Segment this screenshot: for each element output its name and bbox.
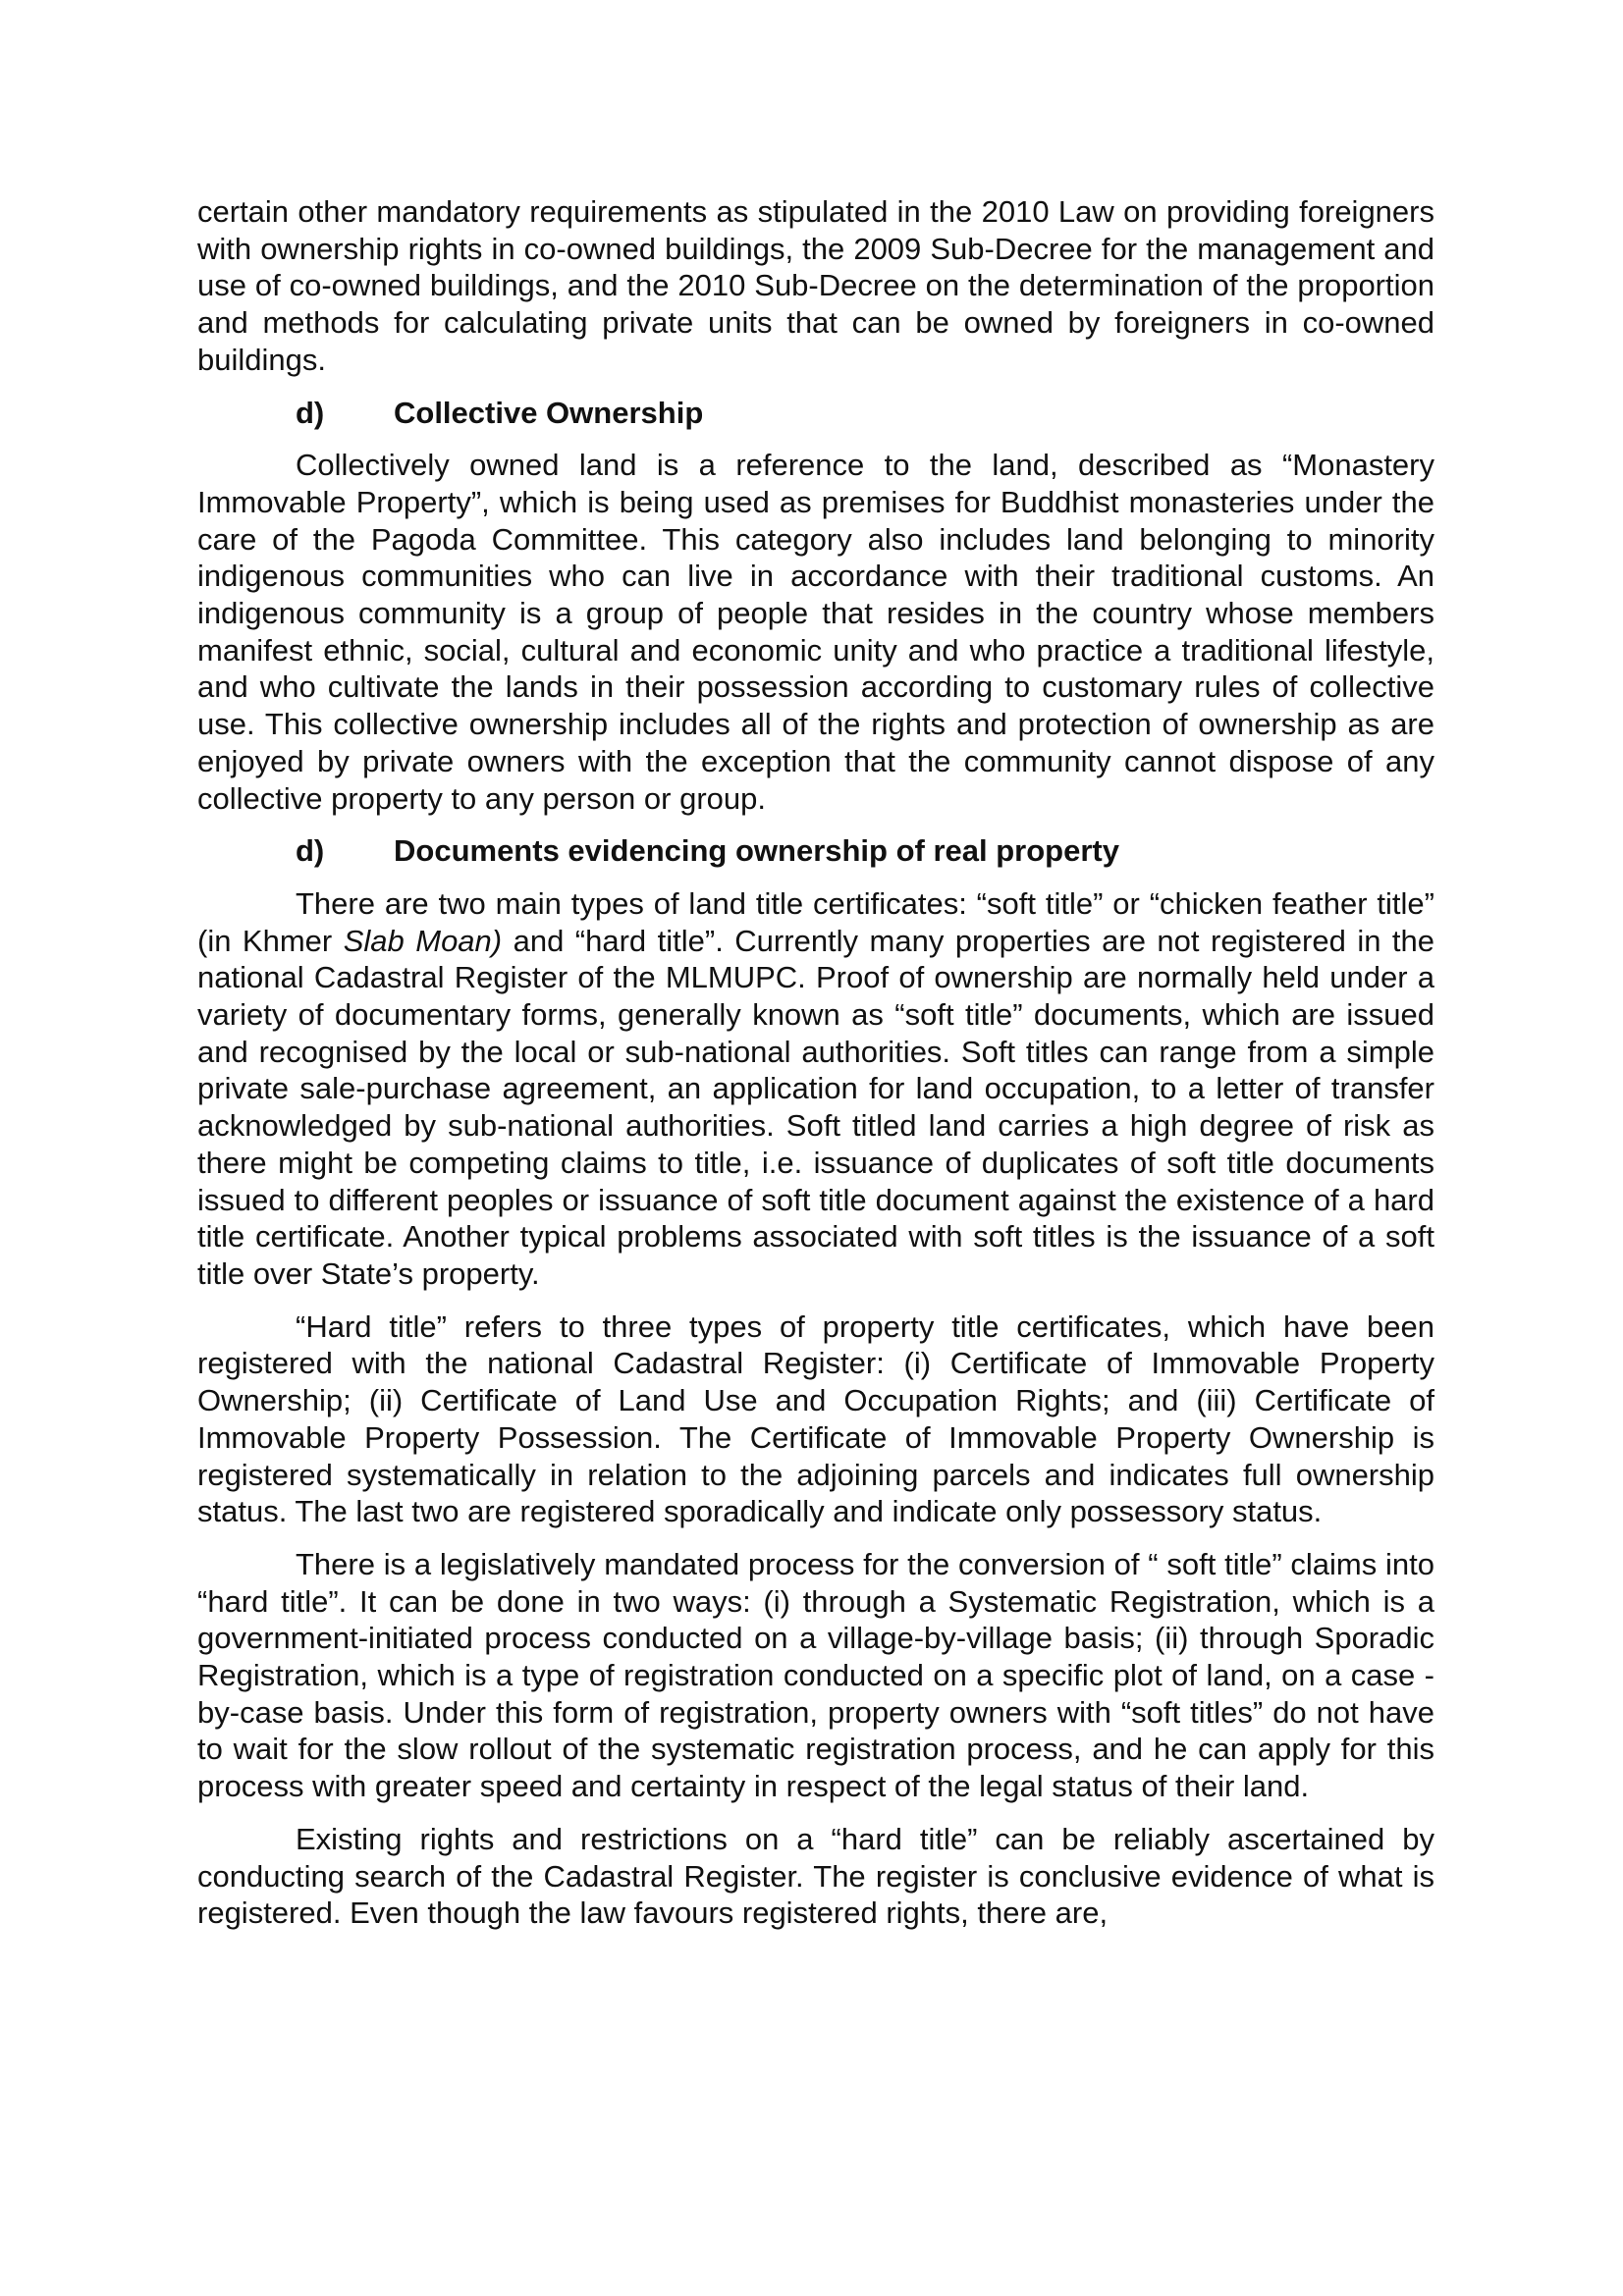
paragraph-hard-title: “Hard title” refers to three types of property title certificates, which have been registered with the national Cadastral Register: (i) Certificate of Immovable Property Ownership; (ii) Certificate of Land Use and Occupation Rights; and (iii) Certificate of Immovable Property Possession. The Certificate of Immovable Property Ownership is registered systematically in relation to the adjoining parcels and indicates full ownership status. The last two are registered sporadically and indicate only possessory status.	[197, 1308, 1434, 1529]
paragraph-cadastral-register: Existing rights and restrictions on a “hard title” can be reliably ascertained by conducting search of the Cadastral Register. The register is conclusive evidence of what is registered. Even though the law favours registered rights, there are,	[197, 1821, 1434, 1931]
heading-title: Documents evidencing ownership of real property	[394, 833, 1119, 869]
document-page	[197, 193, 1434, 1932]
paragraph-conversion-process: There is a legislatively mandated process for the conversion of “ soft title” claims into “hard title”. It can be done in two ways: (i) through a Systematic Registration, which is a government-initiated process conducted on a village-by-village basis; (ii) through Sporadic Registration, which is a type of registration conducted on a specific plot of land, on a case -by-case basis. Under this form of registration, property owners with “soft titles” do not have to wait for the slow rollout of the systematic registration process, and he can apply for this process with greater speed and certainty in respect of the legal status of their land.	[197, 1546, 1434, 1804]
heading-documents-evidencing-ownership	[197, 832, 1434, 870]
paragraph-text: There are two main types of land title certificates: “soft title” or “chicken feather title” (in Khmer	[197, 885, 1434, 958]
heading-number: d)	[296, 833, 325, 869]
paragraph-co-owned-buildings: certain other mandatory requirements as stipulated in the 2010 Law on providing foreigners with ownership rights in co-owned buildings, the 2009 Sub-Decree for the management and use of co-owned buildings, and the 2010 Sub-Decree on the determination of the proportion and methods for calculating private units that can be owned by foreigners in co-owned buildings.	[197, 194, 1434, 377]
paragraph-collective-ownership: Collectively owned land is a reference to the land, described as “Monastery Immovable Property”, which is being used as premises for Buddhist monasteries under the care of the Pagoda Committee. This category also includes land belonging to minority indigenous communities who can live in accordance with their traditional customs. An indigenous community is a group of people that resides in the country whose members manifest ethnic, social, cultural and economic unity and who practice a traditional lifestyle, and who cultivate the lands in their possession according to customary rules of collective use. This collective ownership includes all of the rights and protection of ownership as are enjoyed by private owners with the exception that the community cannot dispose of any collective property to any person or group.	[197, 448, 1434, 816]
paragraph-text: and “hard title”. Currently many properties are not registered in the national Cadastral Register of the MLMUPC. Proof of ownership are normally held under a variety of documentary forms, generally known as “soft title” documents, which are issued and recognised by the local or sub-national authorities. Soft titles can range from a simple private sale-purchase agreement, an application for land occupation, to a letter of transfer acknowledged by sub-national authorities. Soft titled land carries a high degree of risk as there might be competing claims to title, i.e. issuance of duplicates of soft title documents issued to different peoples or issuance of soft title document against the existence of a hard title certificate. Another typical problems associated with soft titles is the issuance of a soft title over State’s property.	[197, 923, 1435, 1291]
paragraph-soft-title	[197, 885, 1434, 1293]
heading-number: d)	[296, 395, 325, 430]
heading-collective-ownership	[197, 395, 1434, 432]
heading-title: Collective Ownership	[394, 395, 704, 430]
paragraph-italic-term: Slab Moan)	[343, 923, 503, 958]
